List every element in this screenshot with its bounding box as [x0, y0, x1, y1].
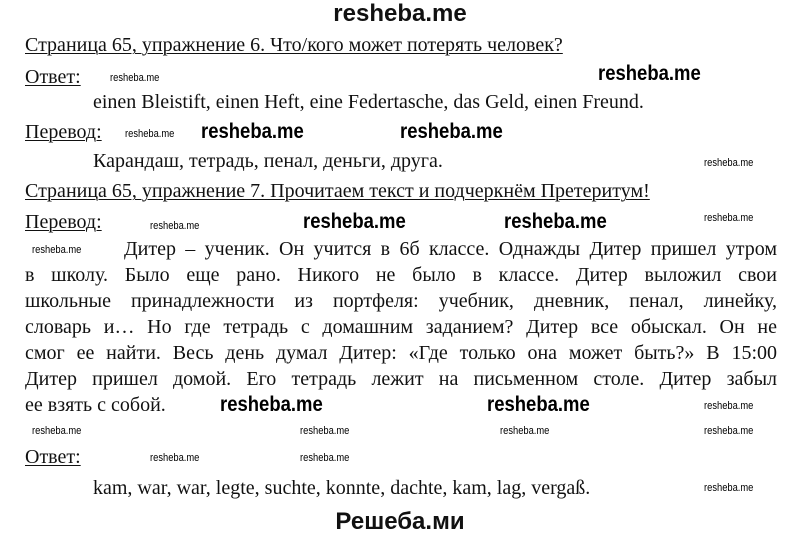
- watermark: resheba.me: [504, 210, 607, 233]
- exercise6-translation: Карандаш, тетрадь, пенал, деньги, друга.: [93, 150, 443, 172]
- exercise7-translation-label: Перевод:: [25, 211, 102, 233]
- site-header-logo: resheba.me: [333, 0, 467, 27]
- footer-logo: Решеба.ми: [335, 508, 465, 535]
- watermark: resheba.me: [32, 244, 82, 256]
- watermark: resheba.me: [110, 72, 160, 84]
- watermark: resheba.me: [303, 210, 406, 233]
- exercise6-answer-label: Ответ:: [25, 66, 81, 88]
- watermark: resheba.me: [220, 393, 323, 416]
- text-line: в школу. Было еще рано. Никого не было в классе. Дитер выложил свои: [25, 264, 777, 286]
- watermark: resheba.me: [300, 425, 350, 437]
- watermark: resheba.me: [704, 157, 754, 169]
- exercise7-answer: kam, war, war, legte, suchte, konnte, dachte, kam, lag, vergaß.: [93, 477, 591, 499]
- watermark: resheba.me: [598, 62, 701, 85]
- watermark: resheba.me: [201, 120, 304, 143]
- watermark: resheba.me: [150, 452, 200, 464]
- watermark: resheba.me: [150, 220, 200, 232]
- exercise6-answer: einen Bleistift, einen Heft, eine Federtasche, das Geld, einen Freund.: [93, 91, 644, 113]
- text-line: смог ее найти. Весь день думал Дитер: «Где только она может быть?» В 15:00: [25, 342, 777, 364]
- watermark: resheba.me: [125, 128, 175, 140]
- text-line: ее взять с собой.: [25, 394, 166, 416]
- watermark: resheba.me: [704, 400, 754, 412]
- text-line: Дитер пришел домой. Его тетрадь лежит на письменном столе. Дитер забыл: [25, 368, 777, 390]
- watermark: resheba.me: [300, 452, 350, 464]
- watermark: resheba.me: [704, 482, 754, 494]
- watermark: resheba.me: [32, 425, 82, 437]
- watermark: resheba.me: [500, 425, 550, 437]
- exercise7-answer-label: Ответ:: [25, 446, 81, 468]
- watermark: resheba.me: [704, 212, 754, 224]
- watermark: resheba.me: [400, 120, 503, 143]
- exercise6-translation-label: Перевод:: [25, 121, 102, 143]
- watermark: resheba.me: [487, 393, 590, 416]
- exercise6-title: Страница 65, упражнение 6. Что/кого может потерять человек?: [25, 34, 563, 56]
- text-line: словарь и… Но где тетрадь с домашним заданием? Дитер все обыскал. Он не: [25, 316, 777, 338]
- text-line: Дитер – ученик. Он учится в 6б классе. Однажды Дитер пришел утром: [124, 238, 777, 260]
- text-line: школьные принадлежности из портфеля: учебник, дневник, пенал, линейку,: [25, 290, 777, 312]
- watermark: resheba.me: [704, 425, 754, 437]
- exercise7-title: Страница 65, упражнение 7. Прочитаем текст и подчеркнём Претеритум!: [25, 180, 650, 202]
